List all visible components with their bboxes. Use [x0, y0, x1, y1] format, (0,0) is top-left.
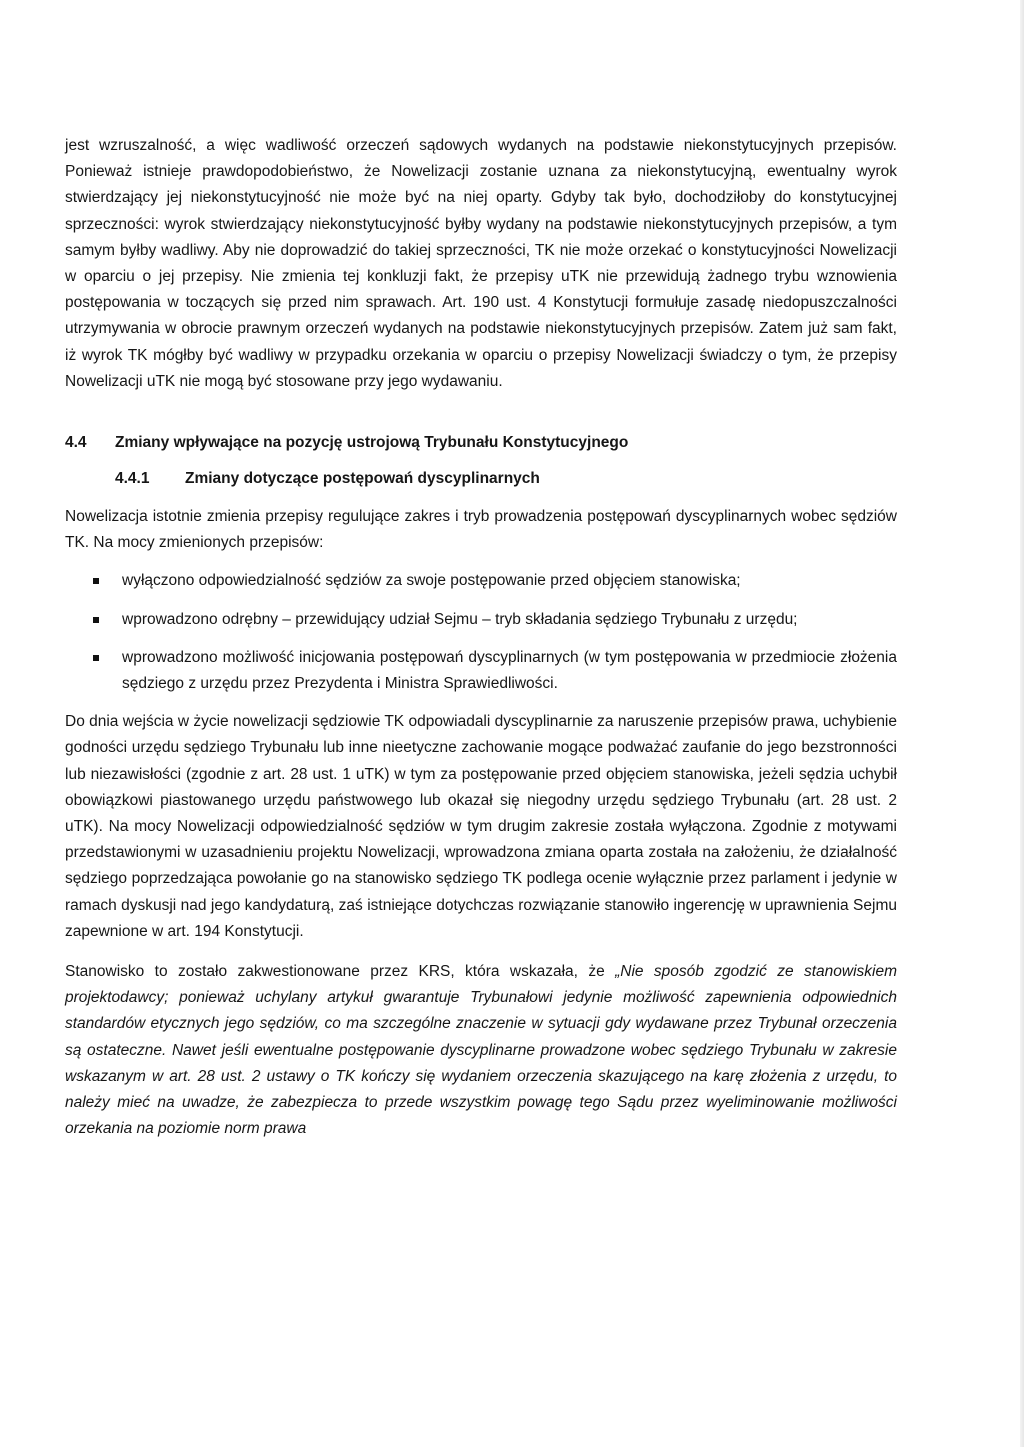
document-page: [65, 133, 897, 1143]
bullet-text: wyłączono odpowiedzialność sędziów za swoje postępowanie przed objęciem stanowiska;: [122, 572, 741, 590]
square-bullet-icon: [93, 655, 99, 661]
square-bullet-icon: [93, 578, 99, 584]
paragraph-disciplinary-history: Do dnia wejścia w życie nowelizacji sędziowie TK odpowiadali dyscyplinarnie za naruszenie przepisów prawa, uchybienie godności urzędu sędziego Trybunału lub inne nieetyczne zachowanie mogące podważać zaufanie do jego bezstronności lub niezawisłości (zgodnie z art. 28 ust. 1 uTK) w tym za postępowanie przed objęciem stanowiska, jeżeli sędzia uchybił obowiązkowi piastowanego urzędu państwowego lub okazał się niegodny urzędu sędziego Trybunału (art. 28 ust. 2 uTK). Na mocy Nowelizacji odpowiedzialność sędziów w tym drugim zakresie została wyłączona. Zgodnie z motywami przedstawionymi w uzasadnieniu projektu Nowelizacji, wprowadzona zmiana oparta została na założeniu, że działalność sędziego poprzedzająca powołanie go na stanowisko sędziego TK podlega ocenie wyłącznie przez parlament i jedynie w ramach dyskusji nad jego kandydaturą, zaś istniejące dotychczas rozwiązanie stanowiło ingerencję w uprawnienia Sejmu zapewnione w art. 194 Konstytucji.: [65, 713, 897, 940]
changes-bullet-list: [65, 568, 897, 697]
bullet-item: [65, 607, 897, 633]
krs-lead-text: Stanowisko to zostało zakwestionowane przez KRS, która wskazała, że: [65, 963, 616, 981]
krs-quote-text: „Nie sposób zgodzić ze stanowiskiem projektodawcy; ponieważ uchylany artykuł gwarantuje Trybunałowi jedynie możliwość zapewnienia odpowiednich standardów etycznych jego sędziów, co ma szczególne znaczenie w sytuacji gdy wydawane przez Trybunał orzeczenia są ostateczne. Nawet jeśli ewentualne postępowanie dyscyplinarne prowadzone wobec sędziego Trybunału w zakresie wskazanym w art. 28 ust. 2 ustawy o TK kończy się wydaniem orzeczenia skazującego na karę złożenia z urzędu, to należy mieć na uwadze, że zabezpiecza to przede wszystkim powagę tego Sądu przez wyeliminowanie możliwości orzekania na poziomie norm prawa: [65, 963, 897, 1138]
scan-edge-shadow: [1020, 0, 1024, 1447]
bullet-item: [65, 568, 897, 594]
bullet-text: wprowadzono odrębny – przewidujący udział Sejmu – tryb składania sędziego Trybunału z urzędu;: [122, 610, 798, 628]
section-title: Zmiany wpływające na pozycję ustrojową Trybunału Konstytucyjnego: [115, 434, 629, 452]
paragraph-amendment-intro: Nowelizacja istotnie zmienia przepisy regulujące zakres i tryb prowadzenia postępowań dyscyplinarnych wobec sędziów TK. Na mocy zmienionych przepisów:: [65, 508, 897, 552]
bullet-text: wprowadzono możliwość inicjowania postępowań dyscyplinarnych (w tym postępowania w przedmiocie złożenia sędziego z urzędu przez Prezydenta i Ministra Sprawiedliwości.: [122, 648, 897, 693]
subsection-title: Zmiany dotyczące postępowań dyscyplinarnych: [185, 470, 540, 488]
subsection-number: 4.4.1: [115, 470, 150, 488]
paragraph-krs-position: [65, 959, 897, 1142]
square-bullet-icon: [93, 617, 99, 623]
subsection-heading-4-4-1: [115, 466, 897, 492]
section-heading-4-4: [65, 430, 897, 456]
paragraph-constitutionality-argument: jest wzruszalność, a więc wadliwość orzeczeń sądowych wydanych na podstawie niekonstytucyjnych przepisów. Ponieważ istnieje prawdopodobieństwo, że Nowelizacji zostanie uznana za niekonstytucyjną, ewentualny wyrok stwierdzający jej niekonstytucyjność nie może być na niej oparty. Gdyby tak było, dochodziłoby do konstytucyjnej sprzeczności: wyrok stwierdzający niekonstytucyjność byłby wydany na podstawie niekonstytucyjnych przepisów, a tym samym byłby wadliwy. Aby nie doprowadzić do takiej sprzeczności, TK nie może orzekać o konstytucyjności Nowelizacji w oparciu o jej przepisy. Nie zmienia tej konkluzji fakt, że przepisy uTK nie przewidują żadnego trybu wznowienia postępowania w toczących się przed nim sprawach. Art. 190 ust. 4 Konstytucji formułuje zasadę niedopuszczalności utrzymywania w obrocie prawnym orzeczeń wydanych na podstawie niekonstytucyjnych przepisów. Zatem już sam fakt, iż wyrok TK mógłby być wadliwy w przypadku orzekania w oparciu o przepisy Nowelizacji świadczy o tym, że przepisy Nowelizacji uTK nie mogą być stosowane przy jego wydawaniu.: [65, 137, 897, 390]
section-number: 4.4: [65, 434, 87, 452]
bullet-item: [65, 645, 897, 697]
